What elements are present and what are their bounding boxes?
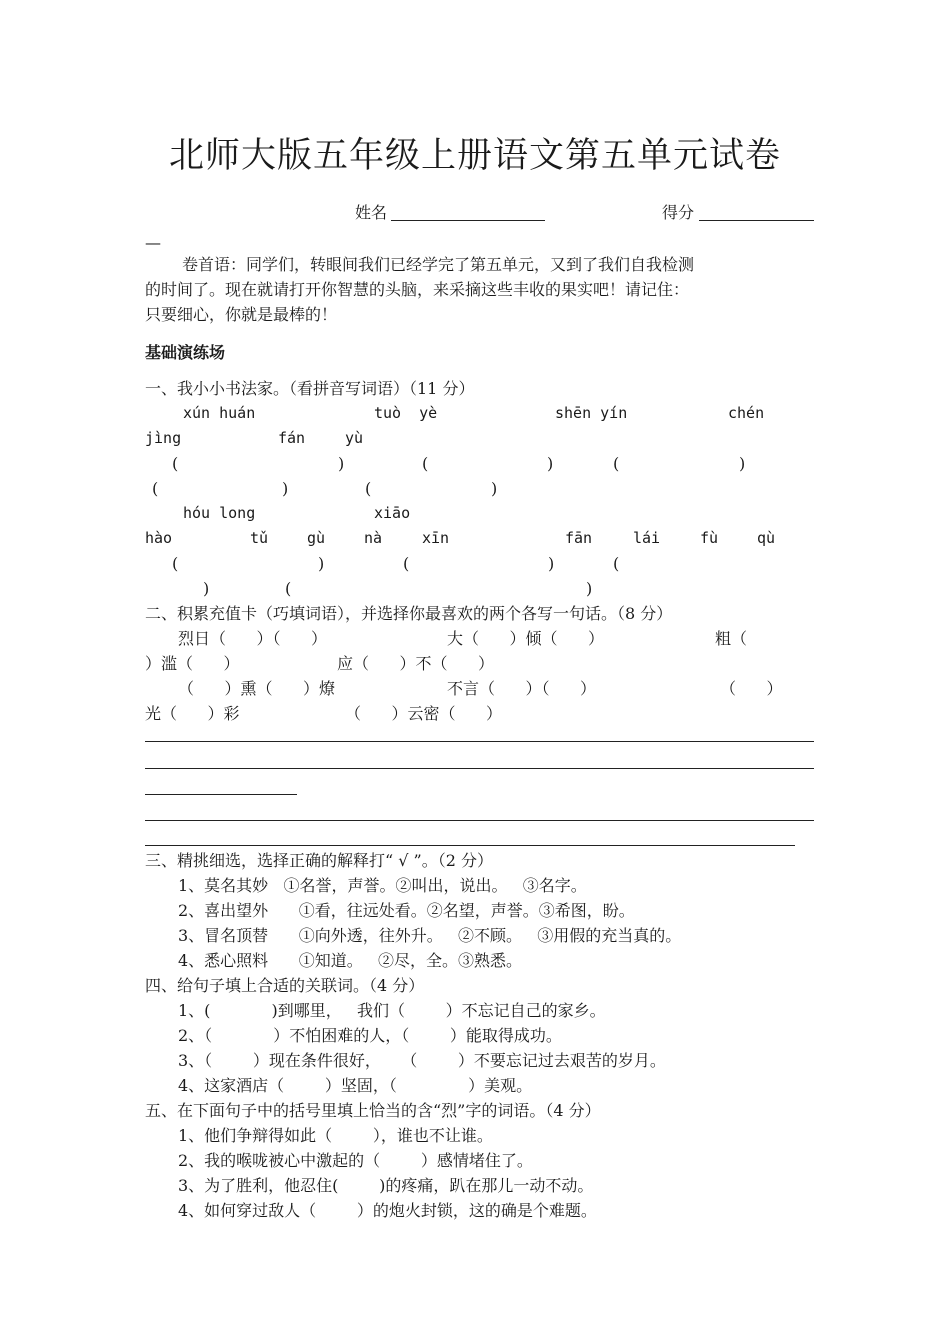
word-fill[interactable]: 应（ ）不（ ） [337, 654, 495, 673]
pinyin: gù [307, 529, 326, 547]
score-blank[interactable] [699, 220, 814, 221]
intro-line: 的时间了。现在就请打开你智慧的头脑，来采摘这些丰收的果实吧！请记住： [145, 280, 690, 299]
writing-line[interactable] [145, 768, 814, 769]
word-fill[interactable]: 不言（ ）（ ） [447, 679, 597, 698]
answer-bracket[interactable]: ) [739, 454, 746, 473]
sentence-item[interactable]: 3、为了胜利，他忍住( )的疼痛，趴在那儿一动不动。 [178, 1176, 594, 1195]
sentence-item[interactable]: 4、如何穿过敌人（ ）的炮火封锁，这的确是个难题。 [178, 1201, 597, 1220]
sentence-item[interactable]: 4、这家酒店（ ）坚固，（ ）美观。 [178, 1076, 533, 1095]
sentence-item[interactable]: 1、( )到哪里， 我们（ ）不忘记自己的家乡。 [178, 1001, 606, 1020]
answer-bracket[interactable]: ( [403, 554, 410, 573]
answer-bracket[interactable]: ( [365, 479, 372, 498]
pinyin: jìng [145, 429, 182, 447]
choice-item[interactable]: 1、莫名其妙 ①名誉，声誉。②叫出，说出。 ③名字。 [178, 876, 587, 895]
word-fill[interactable]: 光（ ）彩 [145, 704, 240, 723]
pinyin: lái [633, 529, 661, 547]
page-title: 北师大版五年级上册语文第五单元试卷 [168, 136, 781, 176]
answer-bracket[interactable]: ( [613, 454, 620, 473]
answer-bracket[interactable]: ) [547, 454, 554, 473]
word-fill[interactable]: （ ）熏（ ）燎 [178, 679, 336, 698]
pinyin: hóu long [183, 504, 256, 522]
sentence-item[interactable]: 3、（ ）现在条件很好， （ ）不要忘记过去艰苦的岁月。 [178, 1051, 666, 1070]
pinyin: fán [278, 429, 306, 447]
answer-bracket[interactable]: ( [613, 554, 620, 573]
question-title: 四、给句子填上合适的关联词。（4 分） [145, 976, 425, 995]
word-fill[interactable]: 粗（ [715, 629, 748, 648]
name-label: 姓名 [355, 203, 388, 222]
answer-bracket[interactable]: ) [491, 479, 498, 498]
pinyin: hào [145, 529, 173, 547]
word-fill[interactable]: （ ） [720, 679, 783, 698]
writing-line[interactable] [145, 794, 297, 795]
word-fill[interactable]: ）滥（ ） [145, 654, 240, 673]
answer-bracket[interactable]: ) [282, 479, 289, 498]
choice-item[interactable]: 2、喜出望外 ①看，往远处看。②名望，声誉。③希图，盼。 [178, 901, 635, 920]
answer-bracket[interactable]: ( [152, 479, 159, 498]
pinyin: fān [565, 529, 593, 547]
score-label: 得分 [662, 203, 695, 222]
question-title: 二、积累充值卡（巧填词语），并选择你最喜欢的两个各写一句话。（8 分） [145, 604, 673, 623]
answer-bracket[interactable]: ) [318, 554, 325, 573]
writing-line[interactable] [145, 820, 814, 821]
question-title: 一、我小小书法家。（看拼音写词语）（11 分） [145, 379, 475, 398]
writing-line[interactable] [145, 845, 795, 846]
pinyin: xún huán [183, 404, 256, 422]
question-title: 三、精挑细选，选择正确的解释打“ √ ”。（2 分） [145, 851, 493, 870]
answer-bracket[interactable]: ( [285, 579, 292, 598]
pinyin: fù [700, 529, 719, 547]
pinyin: nà [364, 529, 383, 547]
word-fill[interactable]: （ ）云密（ ） [345, 704, 503, 723]
answer-bracket[interactable]: ( [172, 454, 179, 473]
pinyin: qù [757, 529, 776, 547]
sentence-item[interactable]: 2、（ ）不怕困难的人，（ ）能取得成功。 [178, 1026, 562, 1045]
pinyin: xiāo [374, 504, 411, 522]
word-fill[interactable]: 大（ ）倾（ ） [447, 629, 605, 648]
choice-item[interactable]: 3、冒名顶替 ①向外透，往外升。 ②不顾。 ③用假的充当真的。 [178, 926, 682, 945]
header-dash: — [145, 233, 161, 252]
pinyin: shēn yín [555, 404, 628, 422]
pinyin: xīn [422, 529, 450, 547]
sentence-item[interactable]: 2、我的喉咙被心中激起的（ ）感情堵住了。 [178, 1151, 533, 1170]
question-title: 五、在下面句子中的括号里填上恰当的含“烈”字的词语。（4 分） [145, 1101, 601, 1120]
intro-line: 只要细心，你就是最棒的！ [145, 305, 338, 324]
answer-bracket[interactable]: ) [586, 579, 593, 598]
answer-bracket[interactable]: ( [172, 554, 179, 573]
writing-line[interactable] [145, 741, 814, 742]
choice-item[interactable]: 4、悉心照料 ①知道。 ②尽，全。③熟悉。 [178, 951, 522, 970]
answer-bracket[interactable]: ) [338, 454, 345, 473]
answer-bracket[interactable]: ( [422, 454, 429, 473]
pinyin: yù [345, 429, 364, 447]
sentence-item[interactable]: 1、他们争辩得如此（ ），谁也不让谁。 [178, 1126, 493, 1145]
answer-bracket[interactable]: ) [548, 554, 555, 573]
intro-line: 卷首语：同学们，转眼间我们已经学完了第五单元，又到了我们自我检测 [182, 255, 695, 274]
pinyin: tuò yè [374, 404, 438, 422]
answer-bracket[interactable]: ) [203, 579, 210, 598]
word-fill[interactable]: 烈日（ ）（ ） [178, 629, 328, 648]
pinyin: tǔ [250, 529, 269, 547]
name-blank[interactable] [391, 220, 545, 221]
pinyin: chén [728, 404, 765, 422]
section-heading: 基础演练场 [145, 343, 226, 362]
